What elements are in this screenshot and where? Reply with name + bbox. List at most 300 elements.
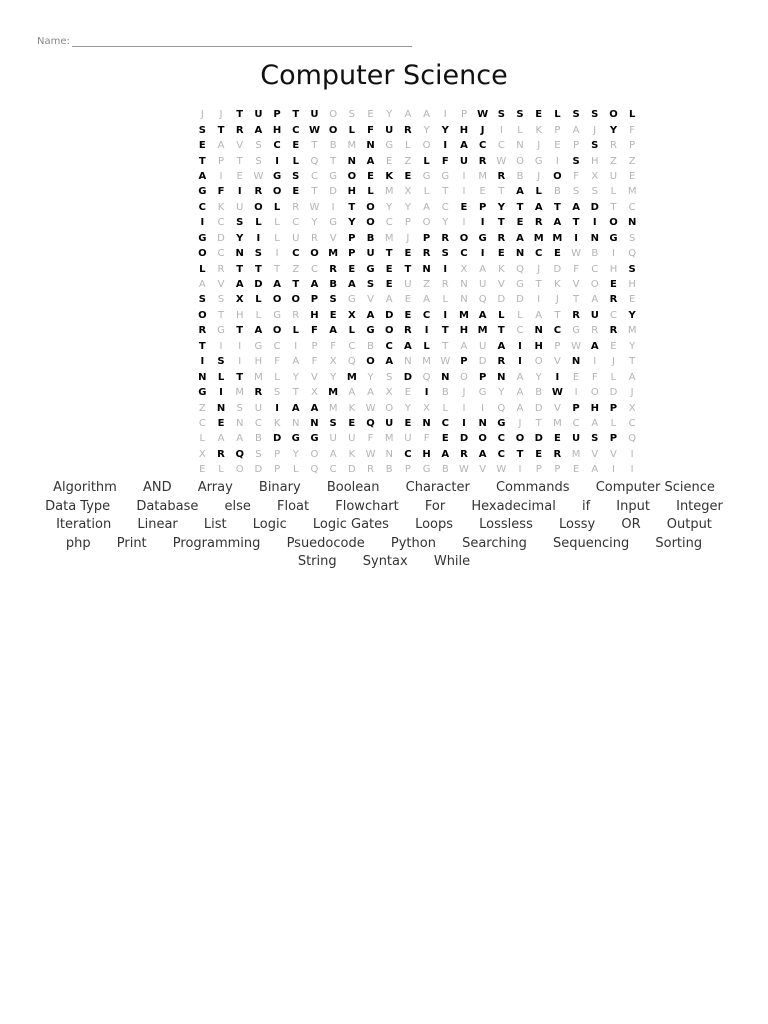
grid-letter[interactable]: P (554, 464, 561, 476)
grid-letter[interactable]: I (555, 371, 560, 383)
grid-letter[interactable]: Z (198, 402, 206, 414)
name-field[interactable] (37, 36, 412, 47)
grid-letter[interactable]: A (441, 448, 450, 460)
grid-letter[interactable]: J (462, 387, 466, 399)
grid-letter[interactable]: G (534, 155, 543, 167)
grid-letter[interactable]: S (591, 433, 599, 445)
grid-letter[interactable]: P (572, 402, 580, 414)
grid-letter[interactable]: U (459, 155, 469, 167)
grid-letter[interactable]: M (533, 232, 544, 244)
grid-letter[interactable]: U (254, 402, 263, 414)
grid-letter[interactable]: M (552, 232, 563, 244)
grid-letter[interactable]: W (440, 356, 451, 368)
grid-letter[interactable]: A (516, 232, 524, 244)
grid-letter[interactable]: N (366, 140, 375, 152)
grid-letter[interactable]: L (442, 402, 449, 414)
grid-letter[interactable]: G (609, 232, 618, 244)
grid-letter[interactable]: Y (404, 402, 411, 414)
grid-letter[interactable]: O (291, 294, 301, 306)
grid-letter[interactable]: E (329, 309, 337, 321)
grid-letter[interactable]: N (516, 140, 524, 152)
grid-letter[interactable]: P (311, 340, 318, 352)
grid-letter[interactable]: L (610, 371, 617, 383)
grid-letter[interactable]: P (478, 371, 487, 383)
grid-letter[interactable]: U (329, 433, 337, 445)
grid-letter[interactable]: F (423, 433, 430, 445)
grid-letter[interactable]: A (291, 402, 300, 414)
grid-letter[interactable]: R (441, 279, 449, 291)
grid-letter[interactable]: R (367, 464, 374, 476)
grid-letter[interactable]: P (609, 433, 618, 445)
grid-letter[interactable]: E (217, 417, 225, 429)
grid-letter[interactable]: D (516, 294, 524, 306)
grid-letter[interactable]: P (310, 294, 319, 306)
grid-letter[interactable]: S (254, 248, 262, 260)
grid-letter[interactable]: A (553, 217, 562, 229)
grid-letter[interactable]: E (479, 186, 486, 198)
grid-letter[interactable]: B (591, 248, 599, 260)
grid-letter[interactable]: S (516, 109, 524, 121)
grid-letter[interactable]: I (424, 387, 429, 399)
grid-letter[interactable]: O (534, 356, 543, 368)
grid-letter[interactable]: B (516, 170, 524, 182)
grid-letter[interactable]: N (310, 417, 319, 429)
grid-letter[interactable]: O (590, 387, 599, 399)
grid-letter[interactable]: O (235, 464, 244, 476)
grid-letter[interactable]: R (235, 124, 244, 136)
grid-letter[interactable]: A (516, 371, 524, 383)
grid-letter[interactable]: T (497, 217, 505, 229)
grid-letter[interactable]: E (348, 417, 356, 429)
grid-letter[interactable]: A (347, 279, 356, 291)
grid-letter[interactable]: E (404, 294, 412, 306)
grid-letter[interactable]: M (235, 387, 245, 399)
grid-letter[interactable]: L (274, 232, 280, 244)
grid-letter[interactable]: O (272, 186, 282, 198)
grid-letter[interactable]: C (292, 124, 300, 136)
grid-letter[interactable]: S (628, 232, 636, 244)
grid-letter[interactable]: L (348, 325, 356, 337)
grid-letter[interactable]: I (480, 248, 485, 260)
grid-letter[interactable]: L (405, 140, 411, 152)
grid-letter[interactable]: A (516, 387, 524, 399)
grid-letter[interactable]: S (366, 279, 375, 291)
grid-letter[interactable]: D (385, 309, 394, 321)
grid-letter[interactable]: T (498, 186, 505, 198)
grid-letter[interactable]: I (275, 402, 279, 414)
grid-letter[interactable]: T (348, 201, 356, 213)
grid-letter[interactable]: O (515, 433, 525, 445)
grid-letter[interactable]: S (591, 186, 598, 198)
grid-letter[interactable]: U (254, 109, 263, 121)
grid-letter[interactable]: T (311, 186, 318, 198)
grid-letter[interactable]: B (535, 387, 543, 399)
grid-letter[interactable]: B (385, 464, 393, 476)
grid-letter[interactable]: Q (347, 356, 356, 368)
grid-letter[interactable]: E (610, 340, 617, 352)
grid-letter[interactable]: D (609, 387, 618, 399)
grid-letter[interactable]: R (292, 201, 300, 213)
grid-letter[interactable]: T (385, 248, 393, 260)
grid-letter[interactable]: N (627, 217, 637, 229)
grid-letter[interactable]: C (273, 340, 281, 352)
grid-letter[interactable]: E (404, 387, 412, 399)
grid-letter[interactable]: P (554, 340, 561, 352)
grid-letter[interactable]: M (347, 140, 357, 152)
grid-letter[interactable]: I (219, 170, 223, 182)
grid-letter[interactable]: Q (235, 448, 244, 460)
grid-letter[interactable]: N (422, 417, 431, 429)
grid-letter[interactable]: C (441, 417, 449, 429)
grid-letter[interactable]: N (216, 402, 226, 414)
grid-letter[interactable]: T (198, 340, 206, 352)
grid-letter[interactable]: M (458, 309, 469, 321)
grid-letter[interactable]: V (553, 356, 561, 368)
grid-letter[interactable]: O (310, 448, 319, 460)
grid-letter[interactable]: C (273, 140, 281, 152)
grid-letter[interactable]: A (366, 309, 375, 321)
grid-letter[interactable]: E (404, 248, 412, 260)
grid-letter[interactable]: Y (497, 201, 505, 213)
grid-letter[interactable]: C (497, 140, 505, 152)
grid-letter[interactable]: E (516, 217, 524, 229)
grid-letter[interactable]: K (498, 263, 505, 275)
grid-letter[interactable]: J (480, 124, 485, 136)
grid-letter[interactable]: R (497, 170, 506, 182)
grid-letter[interactable]: G (572, 325, 580, 337)
grid-letter[interactable]: A (217, 433, 225, 445)
grid-letter[interactable]: C (441, 201, 449, 213)
grid-letter[interactable]: G (516, 279, 524, 291)
grid-letter[interactable]: X (235, 294, 244, 306)
grid-letter[interactable]: C (497, 433, 506, 445)
grid-letter[interactable]: E (441, 433, 449, 445)
grid-letter[interactable]: O (272, 325, 282, 337)
grid-letter[interactable]: X (460, 263, 468, 275)
grid-letter[interactable]: U (236, 201, 244, 213)
grid-letter[interactable]: C (404, 448, 412, 460)
grid-letter[interactable]: U (478, 340, 487, 352)
grid-letter[interactable]: Y (292, 448, 299, 460)
grid-letter[interactable]: I (630, 448, 634, 460)
grid-letter[interactable]: N (515, 248, 525, 260)
grid-letter[interactable]: T (553, 201, 561, 213)
grid-letter[interactable]: U (404, 279, 412, 291)
grid-letter[interactable]: H (347, 186, 357, 198)
grid-letter[interactable]: U (310, 109, 319, 121)
grid-letter[interactable]: C (198, 201, 207, 213)
grid-letter[interactable]: E (386, 155, 393, 167)
grid-letter[interactable]: L (348, 124, 356, 136)
grid-letter[interactable]: S (255, 155, 262, 167)
grid-letter[interactable]: J (518, 417, 522, 429)
grid-letter[interactable]: O (385, 402, 394, 414)
grid-letter[interactable]: A (310, 279, 319, 291)
grid-letter[interactable]: T (441, 325, 449, 337)
grid-letter[interactable]: T (629, 356, 636, 368)
grid-letter[interactable]: T (572, 217, 580, 229)
grid-letter[interactable]: A (478, 448, 487, 460)
grid-letter[interactable]: C (535, 248, 543, 260)
grid-letter[interactable]: I (518, 356, 522, 368)
grid-letter[interactable]: I (499, 124, 503, 136)
grid-letter[interactable]: S (572, 109, 580, 121)
grid-letter[interactable]: N (198, 371, 207, 383)
grid-letter[interactable]: G (254, 340, 263, 352)
grid-letter[interactable]: C (497, 448, 506, 460)
grid-letter[interactable]: E (460, 201, 468, 213)
grid-letter[interactable]: C (329, 464, 337, 476)
grid-letter[interactable]: E (198, 140, 206, 152)
grid-letter[interactable]: X (311, 387, 318, 399)
grid-letter[interactable]: U (404, 433, 412, 445)
grid-letter[interactable]: W (496, 155, 507, 167)
grid-letter[interactable]: J (537, 140, 541, 152)
grid-letter[interactable]: C (460, 248, 468, 260)
grid-letter[interactable]: C (217, 217, 225, 229)
grid-letter[interactable]: S (255, 140, 262, 152)
grid-letter[interactable]: A (478, 309, 487, 321)
grid-letter[interactable]: O (254, 201, 263, 213)
grid-letter[interactable]: X (404, 186, 412, 198)
grid-letter[interactable]: G (422, 170, 431, 182)
grid-letter[interactable]: S (198, 124, 206, 136)
grid-letter[interactable]: F (311, 325, 318, 337)
grid-letter[interactable]: N (590, 232, 599, 244)
grid-letter[interactable]: Q (628, 248, 637, 260)
grid-letter[interactable]: P (573, 140, 580, 152)
grid-letter[interactable]: W (365, 448, 376, 460)
grid-letter[interactable]: D (254, 464, 263, 476)
grid-letter[interactable]: Y (348, 217, 356, 229)
grid-letter[interactable]: A (479, 263, 487, 275)
grid-letter[interactable]: V (329, 232, 337, 244)
grid-letter[interactable]: L (274, 371, 280, 383)
grid-letter[interactable]: V (236, 140, 244, 152)
grid-letter[interactable]: P (274, 448, 281, 460)
grid-letter[interactable]: O (609, 109, 618, 121)
grid-letter[interactable]: T (516, 201, 524, 213)
grid-letter[interactable]: A (572, 124, 580, 136)
grid-letter[interactable]: D (272, 433, 282, 445)
grid-letter[interactable]: V (217, 279, 225, 291)
grid-letter[interactable]: D (534, 433, 543, 445)
grid-letter[interactable]: C (516, 325, 524, 337)
grid-letter[interactable]: S (572, 186, 580, 198)
grid-letter[interactable]: U (590, 309, 599, 321)
grid-letter[interactable]: R (591, 325, 599, 337)
grid-letter[interactable]: Y (442, 217, 449, 229)
grid-letter[interactable]: N (235, 248, 244, 260)
grid-letter[interactable]: M (328, 387, 339, 399)
grid-letter[interactable]: A (366, 155, 375, 167)
grid-letter[interactable]: R (198, 325, 207, 337)
grid-letter[interactable]: T (236, 325, 244, 337)
grid-letter[interactable]: S (236, 217, 244, 229)
grid-letter[interactable]: C (478, 140, 487, 152)
grid-letter[interactable]: O (366, 217, 375, 229)
grid-letter[interactable]: F (629, 124, 636, 136)
grid-letter[interactable]: G (366, 325, 375, 337)
grid-letter[interactable]: Y (609, 124, 618, 136)
grid-letter[interactable]: Y (330, 371, 337, 383)
grid-letter[interactable]: M (627, 186, 637, 198)
grid-letter[interactable]: C (572, 417, 580, 429)
grid-letter[interactable]: S (292, 170, 300, 182)
grid-letter[interactable]: J (537, 170, 541, 182)
grid-letter[interactable]: S (386, 371, 393, 383)
grid-letter[interactable]: B (441, 464, 449, 476)
grid-letter[interactable]: P (422, 232, 431, 244)
grid-letter[interactable]: E (572, 371, 580, 383)
grid-letter[interactable]: F (217, 186, 225, 198)
grid-letter[interactable]: T (442, 340, 449, 352)
grid-letter[interactable]: I (481, 402, 485, 414)
grid-letter[interactable]: W (253, 170, 264, 182)
grid-letter[interactable]: K (554, 279, 561, 291)
grid-letter[interactable]: E (199, 464, 206, 476)
grid-letter[interactable]: M (571, 448, 581, 460)
grid-letter[interactable]: L (199, 263, 206, 275)
grid-letter[interactable]: N (497, 371, 506, 383)
grid-letter[interactable]: T (217, 124, 225, 136)
grid-letter[interactable]: L (442, 294, 449, 306)
grid-letter[interactable]: A (591, 417, 599, 429)
grid-letter[interactable]: E (385, 279, 393, 291)
grid-letter[interactable]: I (443, 263, 448, 275)
grid-letter[interactable]: G (478, 387, 487, 399)
grid-letter[interactable]: E (292, 140, 300, 152)
grid-letter[interactable]: P (404, 217, 411, 229)
grid-letter[interactable]: B (553, 186, 561, 198)
grid-letter[interactable]: C (292, 217, 300, 229)
grid-letter[interactable]: O (516, 155, 524, 167)
grid-letter[interactable]: T (236, 371, 244, 383)
grid-letter[interactable]: R (609, 140, 617, 152)
grid-letter[interactable]: D (459, 433, 469, 445)
grid-letter[interactable]: G (329, 170, 338, 182)
grid-letter[interactable]: R (422, 248, 431, 260)
grid-letter[interactable]: A (591, 294, 599, 306)
grid-letter[interactable]: I (611, 464, 615, 476)
grid-letter[interactable]: I (462, 402, 466, 414)
grid-letter[interactable]: T (274, 263, 281, 275)
grid-letter[interactable]: N (534, 325, 543, 337)
grid-letter[interactable]: T (292, 109, 300, 121)
grid-letter[interactable]: E (535, 448, 543, 460)
grid-letter[interactable]: E (553, 248, 561, 260)
grid-letter[interactable]: P (460, 109, 467, 121)
grid-letter[interactable]: G (310, 433, 319, 445)
grid-letter[interactable]: P (218, 155, 225, 167)
grid-letter[interactable]: R (404, 124, 412, 136)
grid-letter[interactable]: E (236, 170, 243, 182)
grid-letter[interactable]: V (367, 294, 374, 306)
grid-letter[interactable]: D (497, 294, 506, 306)
grid-letter[interactable]: C (385, 340, 393, 352)
grid-letter[interactable]: R (497, 232, 506, 244)
grid-letter[interactable]: S (628, 263, 636, 275)
grid-letter[interactable]: O (590, 279, 599, 291)
grid-letter[interactable]: X (198, 448, 206, 460)
grid-letter[interactable]: E (628, 294, 636, 306)
grid-letter[interactable]: D (254, 279, 263, 291)
grid-letter[interactable]: P (273, 109, 281, 121)
grid-letter[interactable]: H (534, 340, 543, 352)
grid-letter[interactable]: A (254, 124, 263, 136)
grid-letter[interactable]: L (610, 186, 617, 198)
grid-letter[interactable]: F (441, 155, 449, 167)
grid-letter[interactable]: D (478, 356, 487, 368)
grid-letter[interactable]: N (404, 356, 412, 368)
grid-letter[interactable]: R (553, 448, 562, 460)
grid-letter[interactable]: D (590, 201, 599, 213)
grid-letter[interactable]: M (346, 371, 357, 383)
grid-letter[interactable]: R (310, 232, 318, 244)
grid-letter[interactable]: O (422, 217, 431, 229)
grid-letter[interactable]: T (573, 294, 580, 306)
grid-letter[interactable]: B (329, 279, 337, 291)
grid-letter[interactable]: S (329, 417, 337, 429)
grid-letter[interactable]: A (404, 109, 412, 121)
grid-letter[interactable]: X (628, 402, 636, 414)
grid-letter[interactable]: R (254, 186, 263, 198)
grid-letter[interactable]: G (198, 186, 207, 198)
grid-letter[interactable]: E (348, 263, 356, 275)
grid-letter[interactable]: O (422, 140, 431, 152)
grid-letter[interactable]: L (218, 464, 224, 476)
grid-letter[interactable]: T (198, 155, 206, 167)
grid-letter[interactable]: Y (441, 124, 449, 136)
grid-letter[interactable]: U (572, 433, 581, 445)
grid-letter[interactable]: C (310, 170, 318, 182)
grid-letter[interactable]: R (254, 387, 263, 399)
grid-letter[interactable]: D (329, 186, 337, 198)
grid-letter[interactable]: N (385, 448, 393, 460)
grid-letter[interactable]: T (292, 387, 299, 399)
grid-letter[interactable]: J (630, 387, 634, 399)
grid-letter[interactable]: L (274, 217, 280, 229)
grid-letter[interactable]: D (553, 263, 562, 275)
grid-letter[interactable]: C (591, 263, 599, 275)
grid-letter[interactable]: T (442, 186, 449, 198)
grid-letter[interactable]: C (310, 263, 318, 275)
grid-letter[interactable]: T (236, 155, 243, 167)
grid-letter[interactable]: Q (422, 371, 431, 383)
grid-letter[interactable]: U (385, 417, 394, 429)
grid-letter[interactable]: P (478, 201, 487, 213)
grid-letter[interactable]: E (404, 309, 412, 321)
grid-letter[interactable]: A (516, 402, 524, 414)
grid-letter[interactable]: L (610, 417, 617, 429)
grid-letter[interactable]: H (459, 325, 469, 337)
grid-letter[interactable]: K (348, 448, 356, 460)
grid-letter[interactable]: F (367, 124, 374, 136)
grid-letter[interactable]: Y (498, 387, 505, 399)
grid-letter[interactable]: W (477, 109, 489, 121)
grid-letter[interactable]: L (517, 124, 523, 136)
grid-letter[interactable]: K (385, 170, 394, 182)
grid-letter[interactable]: D (347, 464, 356, 476)
grid-letter[interactable]: I (238, 340, 242, 352)
grid-letter[interactable]: J (219, 109, 223, 121)
grid-letter[interactable]: V (553, 402, 561, 414)
grid-letter[interactable]: F (311, 356, 318, 368)
grid-letter[interactable]: S (217, 356, 225, 368)
grid-letter[interactable]: P (348, 248, 356, 260)
grid-letter[interactable]: M (328, 402, 338, 414)
grid-letter[interactable]: R (609, 294, 618, 306)
